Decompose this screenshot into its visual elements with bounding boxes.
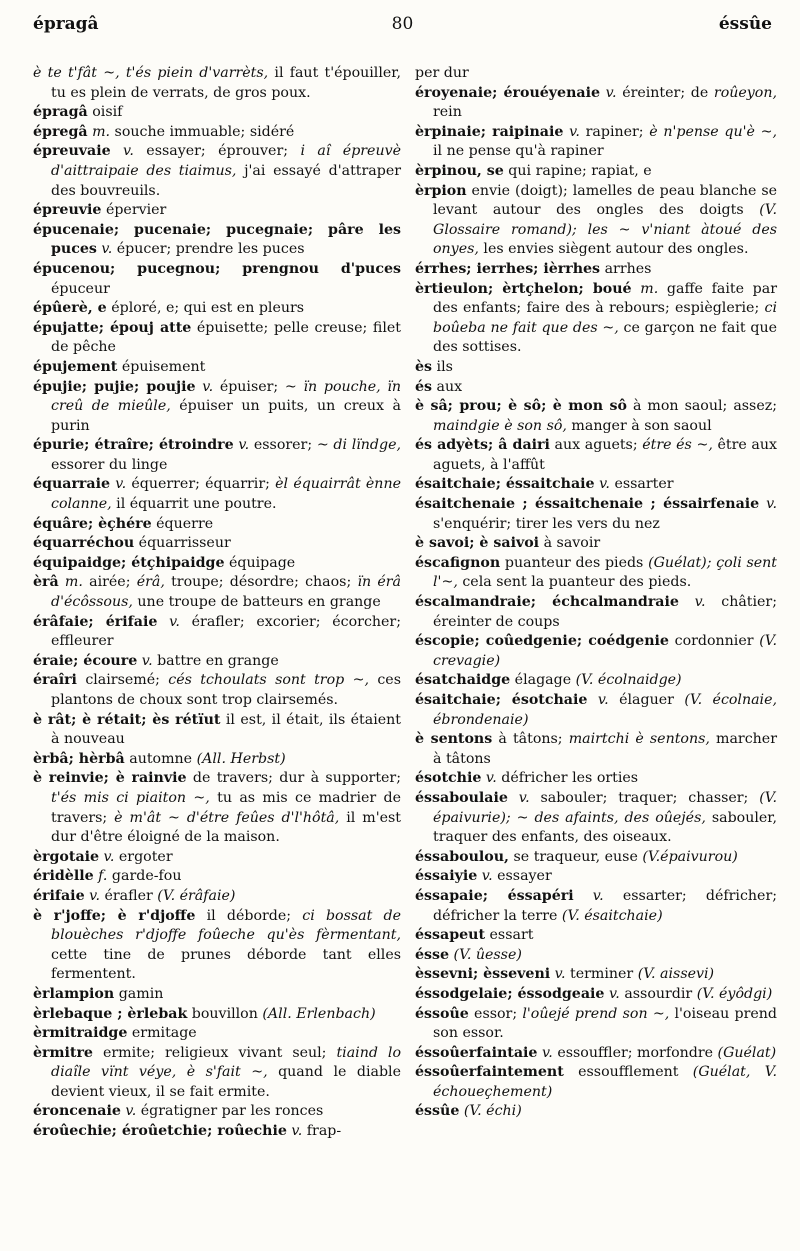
- dictionary-entry: [415, 1063, 777, 1102]
- italic-text: v.: [286, 1123, 303, 1140]
- italic-text: (All. Erlenbach): [262, 1005, 376, 1022]
- definition-text: per dur: [415, 65, 469, 81]
- definition-text: équerrer; équarrir;: [126, 476, 276, 493]
- definition-text: manger à son saoul: [566, 417, 712, 434]
- definition-text: sabouler; traquer; chasser;: [529, 789, 760, 806]
- italic-text: (V. échi): [459, 1103, 522, 1120]
- dictionary-entry: [33, 1005, 401, 1025]
- italic-text: (Guélat); çoli sent l'~,: [433, 554, 778, 591]
- definition-text: il équarrit une poutre.: [111, 496, 277, 513]
- italic-text: f.: [93, 868, 108, 885]
- headword: éraîri: [33, 672, 77, 689]
- headword: éssodgelaie; éssodgeaie: [415, 985, 605, 1002]
- headword: épujatte; épouj atte: [33, 319, 192, 336]
- headword: érifaie: [33, 887, 85, 904]
- italic-text: v.: [563, 123, 580, 140]
- dictionary-entry: [33, 613, 401, 652]
- headword: éssaiyie: [415, 868, 478, 885]
- italic-text: v.: [604, 985, 620, 1002]
- definition-text: essart: [485, 927, 534, 944]
- italic-text: étre és ~,: [642, 437, 713, 454]
- headword: équarréchou: [33, 535, 135, 552]
- dictionary-entry: [33, 436, 401, 475]
- definition-text: gaffe faite par des enfants; faire des à rebours; espièglerie;: [433, 280, 777, 317]
- dictionary-entry: [33, 1044, 401, 1103]
- definition-text: ergoter: [114, 848, 173, 865]
- definition-text: garde-fou: [107, 868, 182, 885]
- definition-text: éploré, e; qui est en pleurs: [106, 300, 305, 317]
- italic-text: v.: [96, 241, 113, 258]
- italic-text: ci boûeba ne fait que des ~,: [433, 300, 777, 336]
- italic-text: v.: [137, 652, 153, 669]
- dictionary-entry: [415, 985, 777, 1005]
- italic-text: (V. crevagie): [433, 633, 778, 669]
- headword: éssaboulaie: [415, 789, 508, 806]
- dictionary-entry: [415, 182, 777, 260]
- headword: èrâ: [33, 574, 59, 591]
- headword: éscopie; coûedgenie; coédgenie: [415, 633, 669, 650]
- dictionary-entry: [415, 769, 777, 789]
- dictionary-entry: [33, 64, 401, 103]
- headword: érrhes; ierrhes; ièrrhes: [415, 260, 601, 277]
- definition-text: aux: [432, 378, 463, 395]
- dictionary-entry: [33, 867, 401, 887]
- italic-text: v.: [481, 770, 497, 787]
- italic-text: t'és mis ci piaiton ~,: [51, 789, 210, 806]
- dictionary-entry: [415, 671, 777, 691]
- definition-text: équarrisseur: [134, 535, 231, 552]
- italic-text: roûeyon,: [713, 84, 777, 101]
- definition-text: éreinter; de: [616, 84, 714, 101]
- italic-text: v.: [110, 476, 127, 493]
- definition-text: érafler; excorier; écorcher; effleurer: [51, 613, 401, 650]
- definition-text: essorer;: [249, 437, 317, 454]
- italic-text: (Guélat, V. échoueçhement): [433, 1064, 777, 1100]
- italic-text: ~ di lïndge,: [316, 437, 401, 454]
- italic-text: ci bossat de blouèches r'djoffe foûeche qu'ès fèrmentant,: [51, 907, 402, 944]
- headword: ès: [415, 358, 433, 375]
- dictionary-entry: [415, 965, 777, 985]
- definition-text: rapiner;: [579, 123, 650, 140]
- dictionary-entry: [33, 1024, 401, 1044]
- definition-text: automne: [124, 750, 197, 767]
- dictionary-entry: [415, 436, 777, 475]
- headword: épucenaie; pucenaie; pucegnaie; pâre les puces: [33, 221, 401, 258]
- definition-text: cela sent la puanteur des pieds.: [457, 574, 692, 591]
- definition-text: épuiser;: [213, 378, 285, 395]
- headword: éridèlle: [33, 868, 94, 885]
- definition-text: j'ai essayé d'attraper des bouvreuils.: [51, 162, 401, 199]
- italic-text: tiaind lo diaîle vïnt véye, è s'fait ~,: [51, 1044, 402, 1081]
- dictionary-entry: [415, 1102, 777, 1122]
- dictionary-entry: [33, 1122, 401, 1142]
- dictionary-entry: [415, 632, 777, 671]
- headword: éssapeut: [415, 927, 486, 944]
- page-header: [33, 14, 772, 42]
- headword: èrtieulon; èrtçhelon; boué: [415, 280, 632, 297]
- headword: ésotchie: [415, 770, 482, 787]
- dictionary-entry: [415, 926, 777, 946]
- italic-text: v.: [99, 848, 115, 865]
- italic-text: v.: [157, 613, 180, 630]
- headword: équarraie: [33, 476, 111, 493]
- italic-text: v.: [587, 692, 609, 708]
- headword: ésaitchaie; ésotchaie: [415, 692, 588, 708]
- italic-text: (V. éyôdgi): [696, 985, 773, 1002]
- definition-text: élagage: [510, 672, 576, 689]
- definition-text: essor;: [468, 1005, 523, 1022]
- dictionary-entry: [415, 554, 777, 593]
- definition-text: ils: [432, 358, 453, 375]
- definition-text: ermite; religieux vivant seul;: [92, 1044, 337, 1061]
- italic-text: m.: [87, 123, 111, 140]
- dictionary-entry: [33, 299, 401, 319]
- header-first-word: épragâ: [33, 14, 99, 34]
- headword: è r'joffe; è r'djoffe: [33, 907, 196, 924]
- dictionary-entry: [33, 750, 401, 770]
- definition-text: de travers; dur à supporter;: [186, 770, 401, 787]
- headword: ésaitchaie; éssaitchaie: [415, 476, 595, 493]
- headword: è savoi; è saivoi: [415, 535, 540, 552]
- definition-text: qui rapine; rapiat, e: [503, 162, 652, 179]
- headword: èrmitre: [33, 1044, 93, 1061]
- dictionary-entry: [415, 64, 777, 84]
- definition-text: cordonnier: [668, 633, 760, 650]
- italic-text: è te t'fât ~, t'és piein d'varrèts,: [33, 65, 269, 81]
- dictionary-entry: [415, 534, 777, 554]
- definition-text: essayer; éprouver;: [133, 143, 301, 160]
- dictionary-entry: [415, 84, 777, 123]
- dictionary-entry: [415, 946, 777, 966]
- definition-text: sabouler, traquer des enfants, des oiseaux.: [433, 809, 778, 846]
- definition-text: châtier; éreinter de coups: [433, 594, 777, 630]
- dictionary-entry: [415, 397, 777, 436]
- italic-text: v.: [573, 887, 604, 904]
- headword: épujie; pujie; poujie: [33, 378, 196, 395]
- dictionary-entry: [415, 789, 777, 848]
- headword: épregâ: [33, 123, 88, 140]
- header-last-word: éssûe: [718, 14, 772, 34]
- dictionary-entry: [415, 475, 777, 495]
- headword: équâre; èçhére: [33, 515, 152, 532]
- dictionary-entry: [415, 1044, 777, 1064]
- definition-text: clairsemé;: [76, 672, 169, 689]
- definition-text: assourdir: [619, 985, 697, 1002]
- headword: éroncenaie: [33, 1103, 121, 1120]
- italic-text: ~ ïn pouche, ïn creû de mieûle,: [51, 378, 401, 415]
- dictionary-entry: [33, 378, 401, 437]
- headword: épujement: [33, 358, 118, 375]
- headword: épragâ: [33, 104, 88, 121]
- definition-text: il ne pense qu'à rapiner: [433, 143, 604, 160]
- headword: éssoûe: [415, 1005, 469, 1022]
- definition-text: rein: [433, 104, 462, 121]
- italic-text: (V. écolnaidge): [575, 672, 682, 689]
- italic-text: v.: [678, 594, 706, 611]
- italic-text: èl équairrât ènne colanne,: [51, 476, 401, 513]
- dictionary-entry: [33, 711, 401, 750]
- headword: éscalmandraie; échcalmandraie: [415, 594, 679, 611]
- dictionary-entry: [33, 985, 401, 1005]
- dictionary-entry: [415, 867, 777, 887]
- definition-text: marcher à tâtons: [433, 731, 777, 767]
- italic-text: v.: [120, 1103, 137, 1120]
- definition-text: érafler: [99, 887, 158, 904]
- dictionary-entry: [33, 475, 401, 514]
- definition-text: épucer; prendre les puces: [112, 241, 305, 258]
- definition-text: essarter; défricher; défricher la terre: [433, 887, 778, 924]
- italic-text: è m'ât ~ d'étre feûes d'l'hôtâ,: [114, 809, 340, 826]
- definition-text: souche immuable; sidéré: [110, 123, 295, 140]
- italic-text: v.: [550, 966, 566, 983]
- italic-text: (V. écolnaie, ébrondenaie): [433, 692, 778, 728]
- dictionary-entry: [33, 671, 401, 710]
- italic-text: m.: [631, 280, 659, 297]
- headword: ésaitchenaie ; éssaitchenaie ; éssairfenaie: [415, 496, 760, 513]
- dictionary-entry: [33, 260, 401, 299]
- dictionary-entry: [415, 848, 777, 868]
- dictionary-entry: [33, 848, 401, 868]
- definition-text: être aux aguets, à l'affût: [433, 437, 777, 473]
- headword: èrgotaie: [33, 848, 100, 865]
- dictionary-entry: [33, 554, 401, 574]
- italic-text: v.: [477, 868, 493, 885]
- headword: è reinvie; è rainvie: [33, 770, 187, 787]
- dictionary-entry: [415, 730, 777, 769]
- dictionary-entry: [415, 691, 777, 730]
- italic-text: v.: [233, 437, 250, 454]
- headword: épreuvie: [33, 202, 102, 219]
- italic-text: v.: [759, 496, 777, 513]
- headword: è sentons: [415, 731, 493, 748]
- headword: érâfaie; érifaie: [33, 613, 158, 630]
- dictionary-entry: [33, 358, 401, 378]
- dictionary-entry: [33, 534, 401, 554]
- italic-text: maindgie è son sô,: [433, 417, 567, 434]
- dictionary-entry: [33, 573, 401, 612]
- headword: èrpinaie; raipinaie: [415, 123, 564, 140]
- definition-text: cette tine de prunes déborde tant elles fermentent.: [51, 946, 401, 983]
- dictionary-entry: [33, 887, 401, 907]
- headword: ésatchaidge: [415, 672, 511, 689]
- definition-text: il est, il était, ils étaient à nouveau: [51, 711, 401, 748]
- italic-text: (V.épaivurou): [642, 848, 738, 865]
- page-number: 80: [391, 14, 414, 34]
- dictionary-entry: [33, 1102, 401, 1122]
- definition-text: ce garçon ne fait que des sottises.: [433, 319, 777, 356]
- headword: épreuvaie: [33, 143, 111, 160]
- definition-text: bouvillon: [187, 1005, 263, 1022]
- italic-text: (V. aissevi): [637, 966, 715, 983]
- dictionary-entry: [415, 280, 777, 358]
- definition-text: envie (doigt); lamelles de peau blanche se levant autour des ongles des doigts: [433, 182, 777, 219]
- definition-text: arrhes: [600, 260, 652, 277]
- italic-text: m.: [58, 574, 83, 591]
- italic-text: (V. Glossaire romand); les ~ v'niant àtoué des onyes,: [433, 202, 777, 258]
- definition-text: élaguer: [608, 692, 685, 708]
- italic-text: v.: [110, 143, 134, 160]
- italic-text: l'oûejé prend son ~,: [522, 1005, 670, 1022]
- definition-text: épuisette; pelle creuse; filet de pêche: [51, 319, 401, 356]
- definition-text: terminer: [565, 966, 638, 983]
- definition-text: puanteur des pieds: [500, 554, 649, 571]
- definition-text: essouffler; morfondre: [552, 1044, 718, 1061]
- headword: éssaboulou,: [415, 848, 509, 865]
- italic-text: (V. ûesse): [449, 946, 522, 963]
- headword: èrlebaque ; èrlebak: [33, 1005, 188, 1022]
- italic-text: v.: [594, 476, 610, 493]
- dictionary-entry: [33, 319, 401, 358]
- headword: éroyenaie; érouéyenaie: [415, 84, 600, 101]
- definition-text: frap-: [302, 1123, 342, 1140]
- definition-text: épuisement: [117, 358, 206, 375]
- definition-text: égratigner par les ronces: [136, 1103, 324, 1120]
- dictionary-entry: [33, 515, 401, 535]
- headword: épucenou; pucegnou; prengnou d'puces: [33, 260, 401, 277]
- definition-text: épervier: [101, 202, 167, 219]
- definition-text: essorer du linge: [51, 456, 168, 473]
- italic-text: v.: [84, 887, 100, 904]
- italic-text: cés tchoulats sont trop ~,: [168, 672, 369, 689]
- definition-text: il faut t'épouiller, tu es plein de verrats, de gros poux.: [51, 65, 402, 101]
- definition-text: défricher les orties: [496, 770, 639, 787]
- dictionary-entry: [415, 162, 777, 182]
- italic-text: ïn érâ d'écôssous,: [51, 574, 402, 611]
- italic-text: v.: [600, 84, 617, 101]
- headword: épurie; étraîre; étroindre: [33, 437, 234, 454]
- definition-text: à mon saoul; assez;: [626, 398, 777, 415]
- headword: éscafignon: [415, 554, 501, 571]
- definition-text: les envies siègent autour des ongles.: [478, 241, 749, 258]
- italic-text: è n'pense qu'è ~,: [649, 123, 777, 140]
- definition-text: ces plantons de choux sont trop clairsemés.: [51, 672, 401, 708]
- definition-text: ermitage: [127, 1025, 197, 1042]
- headword: èrpinou, se: [415, 162, 504, 179]
- definition-text: essarter: [609, 476, 674, 493]
- headword: éssûe: [415, 1103, 460, 1120]
- dictionary-entry: [415, 495, 777, 534]
- headword: épûerè, e: [33, 300, 107, 317]
- italic-text: (V. ésaitchaie): [561, 907, 663, 924]
- headword: és: [415, 378, 433, 395]
- dictionary-entry: [33, 123, 401, 143]
- headword: éroûechie; éroûetchie; roûechie: [33, 1123, 287, 1140]
- definition-text: une troupe de batteurs en grange: [132, 594, 381, 611]
- italic-text: (V. érâfaie): [157, 887, 236, 904]
- definition-text: se traqueur, euse: [509, 848, 643, 865]
- dictionary-entry: [33, 907, 401, 985]
- italic-text: (Guélat): [717, 1044, 777, 1061]
- headword: és adyèts; â dairi: [415, 437, 550, 454]
- headword: èrlampion: [33, 985, 115, 1002]
- italic-text: érâ,: [136, 574, 165, 591]
- headword: èrbâ; hèrbâ: [33, 750, 125, 767]
- headword: ésse: [415, 946, 450, 963]
- definition-text: équerre: [151, 515, 214, 532]
- definition-text: tu as mis ce madrier de travers;: [51, 789, 401, 826]
- italic-text: i aî épreuvè d'aittraipaie des tiaimus,: [51, 143, 401, 179]
- definition-text: à savoir: [539, 535, 601, 552]
- dictionary-entry: [33, 103, 401, 123]
- headword: éraie; écoure: [33, 652, 138, 669]
- left-column: [33, 64, 401, 1142]
- dictionary-entry: [415, 260, 777, 280]
- definition-text: essayer: [492, 868, 552, 885]
- definition-text: essoufflement: [563, 1064, 693, 1081]
- headword: éssoûerfaintement: [415, 1064, 564, 1081]
- definition-text: équipage: [224, 554, 296, 571]
- definition-text: quand le diable devient vieux, il se fait ermite.: [51, 1064, 401, 1100]
- dictionary-entry: [415, 378, 777, 398]
- definition-text: aux aguets;: [549, 437, 643, 454]
- right-column: [415, 64, 777, 1122]
- headword: èrmitraidge: [33, 1025, 128, 1042]
- italic-text: v.: [195, 378, 214, 395]
- headword: è sâ; prou; è sô; è mon sô: [415, 398, 627, 415]
- dictionary-entry: [33, 769, 401, 847]
- dictionary-entry: [415, 123, 777, 162]
- dictionary-entry: [33, 142, 401, 201]
- definition-text: épuiser un puits, un creux à purin: [51, 398, 401, 434]
- definition-text: airée;: [82, 574, 137, 591]
- headword: éssoûerfaintaie: [415, 1044, 538, 1061]
- dictionary-entry: [33, 221, 401, 260]
- italic-text: mairtchi è sentons,: [568, 731, 710, 748]
- definition-text: s'enquérir; tirer les vers du nez: [433, 515, 660, 532]
- definition-text: battre en grange: [152, 652, 279, 669]
- definition-text: à tâtons;: [492, 731, 569, 748]
- headword: èssevni; èsseveni: [415, 966, 551, 983]
- headword: équipaidge; étçhipaidge: [33, 554, 225, 571]
- italic-text: v.: [537, 1044, 553, 1061]
- dictionary-entry: [415, 593, 777, 632]
- definition-text: l'oiseau prend son essor.: [433, 1005, 777, 1042]
- definition-text: il déborde;: [195, 907, 303, 924]
- dictionary-entry: [33, 201, 401, 221]
- definition-text: gamin: [114, 985, 164, 1002]
- definition-text: oisif: [87, 104, 123, 121]
- dictionary-entry: [415, 1005, 777, 1044]
- italic-text: v.: [507, 789, 530, 806]
- dictionary-entry: [33, 652, 401, 672]
- dictionary-entry: [415, 358, 777, 378]
- italic-text: (V. épaivurie); ~ des afaints, des oûejés,: [433, 789, 777, 826]
- definition-text: épuceur: [51, 280, 110, 297]
- definition-text: troupe; désordre; chaos;: [164, 574, 358, 591]
- definition-text: il m'est dur d'être éloigné de la maison.: [51, 809, 401, 846]
- italic-text: (All. Herbst): [196, 750, 286, 767]
- headword: éssapaie; éssapéri: [415, 887, 574, 904]
- headword: è rât; è rétait; ès rétïut: [33, 711, 221, 728]
- dictionary-entry: [415, 887, 777, 926]
- headword: èrpion: [415, 182, 467, 199]
